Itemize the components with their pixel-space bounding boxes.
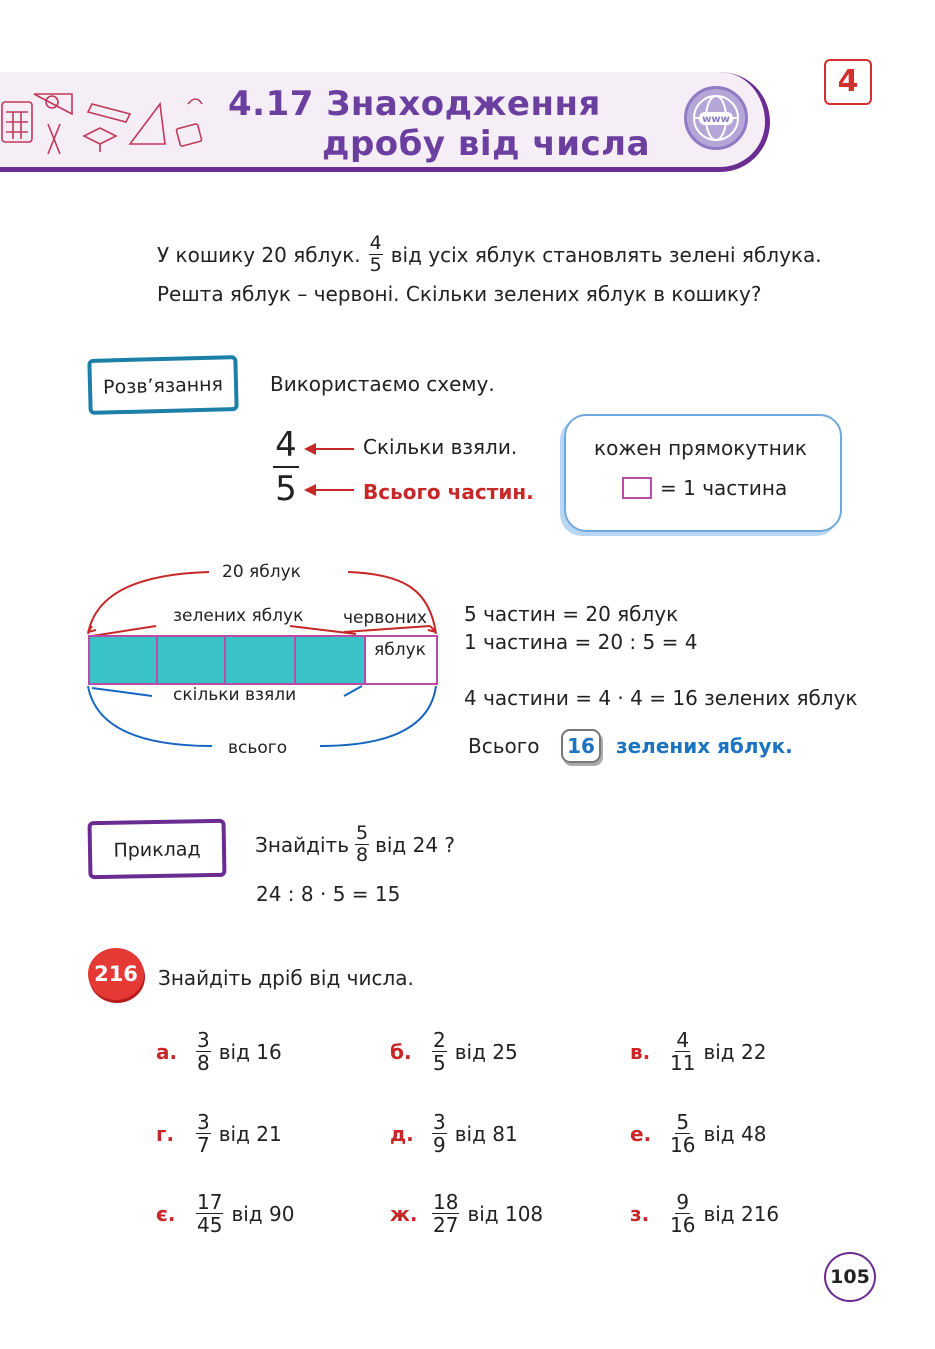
fraction-numerator: 4 (369, 232, 382, 254)
info-unit: = 1 частина (660, 476, 788, 500)
exercise-item (432, 1192, 543, 1235)
exercise-fraction (432, 1030, 447, 1073)
exercise-item-letter: ж. (390, 1202, 418, 1226)
problem-text-before: У кошику 20 яблук. (157, 242, 361, 267)
unit-rectangle-icon (622, 477, 652, 499)
exercise-fraction (432, 1112, 447, 1155)
fraction-numerator: 5 (355, 822, 369, 844)
exercise-item (670, 1030, 766, 1073)
chapter-number: 4 (824, 59, 872, 105)
exercise-fraction (670, 1112, 695, 1155)
segment-filled (294, 635, 366, 685)
solution-intro: Використаємо схему. (270, 372, 495, 396)
exercise-prompt: Знайдіть дріб від числа. (158, 966, 414, 990)
fraction-denominator: 5 (433, 1051, 446, 1075)
calc-line-1: 5 частин = 20 яблук (464, 602, 679, 626)
exercise-item-letter: д. (390, 1122, 414, 1146)
diagram-taken-label: скільки взяли (173, 685, 297, 705)
exercise-item (432, 1030, 518, 1073)
exercise-item (670, 1192, 779, 1235)
exercise-item-text: від 90 (231, 1201, 295, 1226)
exercise-item-letter: а. (156, 1040, 178, 1064)
exercise-item (196, 1192, 294, 1235)
example-solution: 24 : 8 · 5 = 15 (256, 882, 401, 906)
school-doodles-icon (0, 84, 215, 164)
scheme-fraction (273, 425, 299, 509)
fraction-numerator: 3 (197, 1028, 210, 1052)
arrow-icons (302, 440, 358, 500)
diagram-red-label-2: яблук (374, 640, 426, 660)
calc-line-3: 4 частини = 4 · 4 = 16 зелених яблук (464, 686, 858, 710)
fraction-denominator: 9 (433, 1133, 446, 1157)
exercise-item-text: від 16 (218, 1039, 282, 1064)
globe-label: www (702, 114, 730, 125)
example-prompt (255, 824, 455, 865)
exercise-item-letter: е. (630, 1122, 652, 1146)
exercise-item-letter: г. (156, 1122, 175, 1146)
scheme-denominator: 5 (275, 469, 297, 509)
fraction-numerator: 2 (433, 1028, 446, 1052)
exercise-item-letter: є. (156, 1202, 176, 1226)
info-box (564, 414, 842, 532)
exercise-item-letter: в. (630, 1040, 651, 1064)
example-prompt-after: від 24 ? (375, 832, 456, 857)
answer-prefix: Всього (468, 734, 540, 758)
exercise-item-text: від 216 (703, 1201, 780, 1226)
scheme-numerator: 4 (275, 425, 297, 465)
problem-line-2: Решта яблук – червоні. Скільки зелених яблук в кошику? (157, 282, 762, 306)
fraction-numerator: 9 (676, 1190, 690, 1214)
exercise-item (196, 1112, 282, 1155)
exercise-item-text: від 48 (703, 1121, 767, 1146)
answer-suffix: зелених яблук. (616, 734, 793, 758)
page-number: 105 (824, 1252, 876, 1302)
example-prompt-before: Знайдіть (255, 832, 349, 857)
arrow-bottom-text: Всього частин. (363, 480, 534, 504)
exercise-fraction (196, 1030, 211, 1073)
exercise-item (196, 1030, 282, 1073)
exercise-item-text: від 108 (467, 1201, 544, 1226)
segment-filled (224, 635, 296, 685)
solution-label: Розв’язання (87, 355, 238, 415)
info-title: кожен прямокутник (594, 436, 807, 460)
lesson-title-line1: 4.17 Знаходження (228, 84, 601, 124)
fraction-numerator: 3 (433, 1110, 446, 1134)
calc-line-2: 1 частина = 20 : 5 = 4 (464, 630, 698, 654)
fraction-numerator: 17 (197, 1190, 223, 1214)
fraction-denominator: 11 (670, 1051, 696, 1075)
fraction-denominator: 5 (369, 254, 382, 276)
globe-icon[interactable] (684, 86, 748, 150)
exercise-item-text: від 22 (703, 1039, 767, 1064)
arrow-top-text: Скільки взяли. (363, 435, 518, 459)
fraction-numerator: 18 (433, 1190, 459, 1214)
fraction-denominator: 45 (197, 1213, 223, 1237)
diagram-red-label-1: червоних (343, 608, 427, 628)
fraction-numerator: 3 (197, 1110, 210, 1134)
problem-fraction (369, 234, 383, 275)
lesson-title-line2: дробу від числа (322, 124, 651, 164)
exercise-fraction (670, 1030, 695, 1073)
example-label: Приклад (88, 819, 227, 879)
fraction-denominator: 27 (433, 1213, 459, 1237)
diagram-top-label: 20 яблук (222, 562, 301, 582)
fraction-denominator: 8 (197, 1051, 210, 1075)
fraction-denominator: 16 (670, 1213, 696, 1237)
exercise-item-text: від 21 (218, 1121, 282, 1146)
problem-text-after: від усіх яблук становлять зелені яблука. (390, 242, 822, 267)
segment-filled (156, 635, 226, 685)
fraction-denominator: 16 (670, 1133, 696, 1157)
segment-filled (88, 635, 158, 685)
exercise-number-badge: 216 (88, 948, 144, 1000)
exercise-item (670, 1112, 766, 1155)
problem-line-1 (157, 234, 822, 275)
exercise-fraction (196, 1112, 211, 1155)
exercise-item-letter: б. (390, 1040, 412, 1064)
exercise-item-text: від 25 (454, 1039, 518, 1064)
exercise-fraction (432, 1192, 459, 1235)
example-fraction (355, 824, 369, 865)
fraction-denominator: 8 (355, 844, 369, 866)
exercise-item-letter: з. (630, 1202, 650, 1226)
exercise-item (432, 1112, 518, 1155)
exercise-fraction (196, 1192, 223, 1235)
fraction-numerator: 4 (676, 1028, 690, 1052)
diagram-total-label: всього (228, 738, 288, 758)
fraction-denominator: 7 (197, 1133, 210, 1157)
exercise-item-text: від 81 (454, 1121, 518, 1146)
diagram-green-label: зелених яблук (173, 606, 304, 626)
exercise-fraction (670, 1192, 695, 1235)
answer-value-box: 16 (561, 729, 601, 763)
fraction-numerator: 5 (676, 1110, 690, 1134)
